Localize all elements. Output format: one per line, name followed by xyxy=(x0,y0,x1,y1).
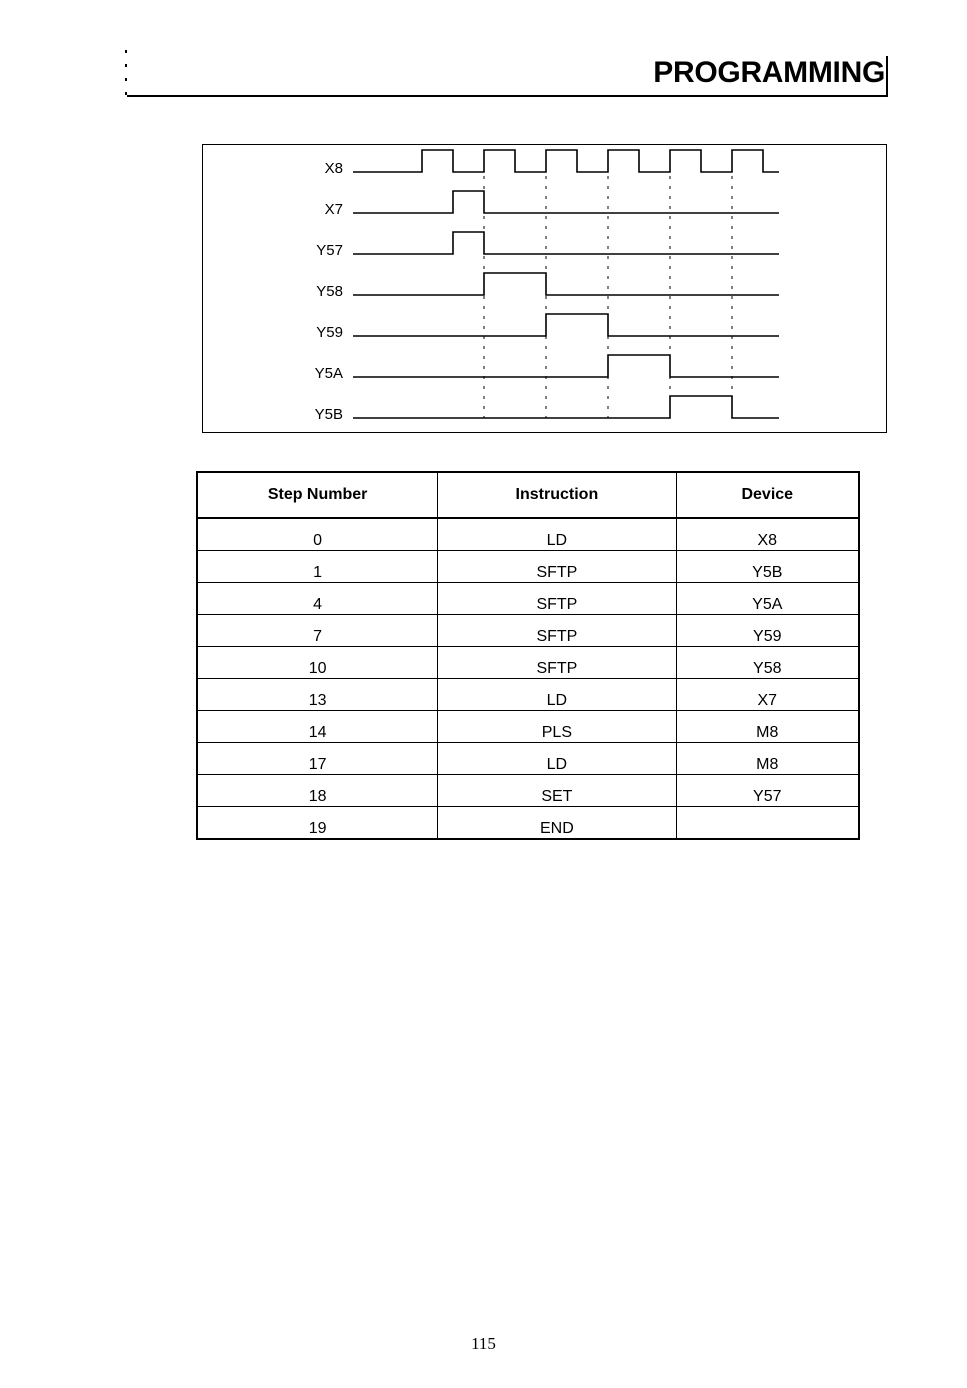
instruction-cell: SFTP xyxy=(438,551,676,583)
table-row xyxy=(197,743,859,775)
signal-waveform-y58 xyxy=(353,273,779,295)
step-number-cell: 19 xyxy=(197,807,438,840)
signal-label-y59: Y59 xyxy=(316,324,343,341)
step-number-cell: 7 xyxy=(197,615,438,647)
table-row xyxy=(197,775,859,807)
timing-diagram-svg xyxy=(203,145,888,434)
signal-label-y58: Y58 xyxy=(316,283,343,300)
step-number-cell: 13 xyxy=(197,679,438,711)
instruction-table xyxy=(196,471,860,840)
instruction-cell: LD xyxy=(438,679,676,711)
signal-waveform-x8 xyxy=(353,150,779,172)
device-cell: Y58 xyxy=(676,647,859,679)
device-cell: M8 xyxy=(676,711,859,743)
table-row xyxy=(197,807,859,840)
device-cell: X8 xyxy=(676,518,859,551)
instruction-cell: SET xyxy=(438,775,676,807)
table-row xyxy=(197,711,859,743)
device-cell: Y5B xyxy=(676,551,859,583)
step-number-cell: 4 xyxy=(197,583,438,615)
instruction-cell: PLS xyxy=(438,711,676,743)
device-cell: X7 xyxy=(676,679,859,711)
margin-marks xyxy=(125,50,128,98)
timing-diagram xyxy=(202,144,887,433)
table-row xyxy=(197,615,859,647)
signal-label-y5a: Y5A xyxy=(314,365,343,382)
instruction-cell: END xyxy=(438,807,676,840)
signal-waveform-y59 xyxy=(353,314,779,336)
signal-waveform-y57 xyxy=(353,232,779,254)
signal-waveform-x7 xyxy=(353,191,779,213)
table-row xyxy=(197,551,859,583)
table-row xyxy=(197,679,859,711)
step-number-cell: 18 xyxy=(197,775,438,807)
header-rule xyxy=(127,95,888,97)
device-cell: Y57 xyxy=(676,775,859,807)
step-number-cell: 0 xyxy=(197,518,438,551)
column-header-step-number: Step Number xyxy=(197,472,438,518)
header-rule-corner xyxy=(886,56,888,97)
step-number-cell: 10 xyxy=(197,647,438,679)
signal-label-x7: X7 xyxy=(324,201,343,218)
page-number: 115 xyxy=(471,1334,496,1353)
instruction-cell: SFTP xyxy=(438,583,676,615)
table-row xyxy=(197,583,859,615)
table-row xyxy=(197,647,859,679)
instruction-cell: SFTP xyxy=(438,615,676,647)
signal-label-y5b: Y5B xyxy=(314,406,343,423)
signal-label-y57: Y57 xyxy=(316,242,343,259)
device-cell: M8 xyxy=(676,743,859,775)
device-cell xyxy=(676,807,859,840)
signal-waveform-y5b xyxy=(353,396,779,418)
instruction-cell: LD xyxy=(438,518,676,551)
step-number-cell: 14 xyxy=(197,711,438,743)
instruction-cell: LD xyxy=(438,743,676,775)
table-header-row xyxy=(197,472,859,518)
page-header-title: PROGRAMMING xyxy=(653,56,885,89)
device-cell: Y5A xyxy=(676,583,859,615)
table-row xyxy=(197,518,859,551)
column-header-device: Device xyxy=(676,472,859,518)
signal-waveform-y5a xyxy=(353,355,779,377)
column-header-instruction: Instruction xyxy=(438,472,676,518)
instruction-cell: SFTP xyxy=(438,647,676,679)
signal-label-x8: X8 xyxy=(324,160,343,177)
step-number-cell: 17 xyxy=(197,743,438,775)
device-cell: Y59 xyxy=(676,615,859,647)
step-number-cell: 1 xyxy=(197,551,438,583)
